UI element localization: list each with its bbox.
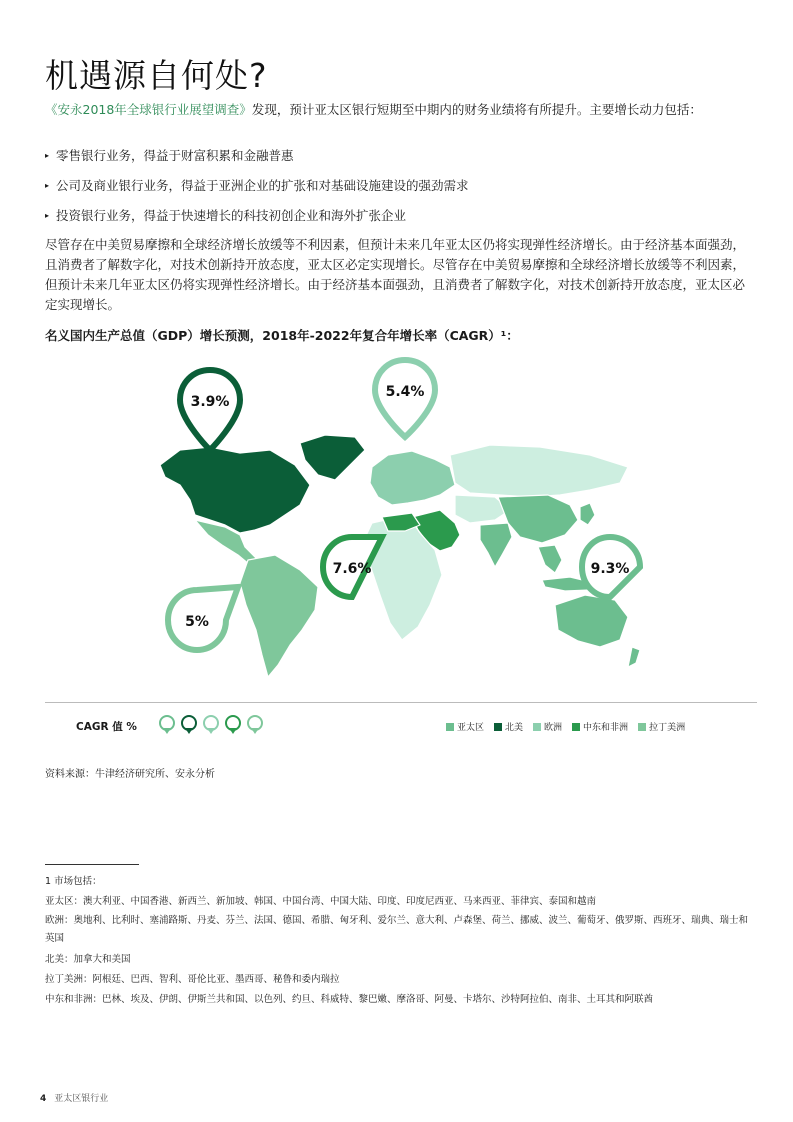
pin-icon <box>204 716 218 734</box>
list-item: ▸ 公司及商业银行业务，得益于亚洲企业的扩张和对基础设施建设的强劲需求 <box>45 178 469 193</box>
region-south-america <box>240 555 318 677</box>
page-number: 4 <box>40 1094 47 1104</box>
pin-icon <box>248 716 262 734</box>
source-note: 资料来源：牛津经济研究所、安永分析 <box>45 769 215 780</box>
world-map <box>150 355 650 695</box>
chart-legend <box>76 712 716 742</box>
region-australia <box>555 595 628 647</box>
page-title: 机遇源自何处? <box>45 56 268 95</box>
region-north-america <box>160 447 310 533</box>
legend-item: 亚太区 <box>446 720 484 733</box>
pin-asia-pacific <box>580 537 640 597</box>
page-footer <box>40 1091 108 1104</box>
pin-north-america <box>180 370 240 450</box>
footnote-rule <box>45 864 139 865</box>
survey-link[interactable]: 《安永2018年全球银行业展望调查》 <box>45 102 252 117</box>
region-japan-korea <box>580 503 595 525</box>
footnote-line: 北美：加拿大和美国 <box>45 954 131 965</box>
intro-paragraph <box>45 99 757 120</box>
region-new-zealand <box>628 647 640 667</box>
pin-latin-america <box>168 587 238 650</box>
legend-item: 中东和非洲 <box>572 720 628 733</box>
pin-icon <box>226 716 240 734</box>
footnote-line: 中东和非洲：巴林、埃及、伊朗、伊斯兰共和国、以色列、约旦、科威特、黎巴嫩、摩洛哥、阿曼、卡塔尔、沙特阿拉伯、南非、土耳其和阿联酋 <box>45 994 654 1005</box>
legend-item: 欧洲 <box>533 720 562 733</box>
swatch-icon <box>494 723 502 731</box>
legend-item: 拉丁美洲 <box>638 720 685 733</box>
pin-value-latin-america: 5% <box>185 614 209 630</box>
list-item: ▸ 投资银行业务，得益于快速增长的科技初创企业和海外扩张企业 <box>45 208 407 223</box>
region-southeast-asia <box>538 545 562 573</box>
footer-text: 亚太区银行业 <box>54 1094 109 1104</box>
intro-text: 发现，预计亚太区银行短期至中期内的财务业绩将有所提升。主要增长动力包括： <box>251 102 702 117</box>
pin-value-north-america: 3.9% <box>190 394 230 410</box>
pin-value-asia-pacific: 9.3% <box>590 561 630 577</box>
pin-value-middle-east-africa: 7.6% <box>332 561 372 577</box>
cagr-legend-label: CAGR 值 % <box>76 721 137 733</box>
chart-title: 名义国内生产总值（GDP）增长预测，2018年-2022年复合年增长率（CAGR）¹： <box>45 328 519 343</box>
legend-keys <box>446 720 685 733</box>
region-india <box>480 523 512 567</box>
bullet-marker-icon: ▸ <box>45 181 50 190</box>
pin-value-europe: 5.4% <box>385 384 425 400</box>
region-north-asia <box>450 445 628 497</box>
footnote-line: 1 市场包括： <box>45 876 102 887</box>
swatch-icon <box>572 723 580 731</box>
pin-icon <box>160 716 174 734</box>
bullet-marker-icon: ▸ <box>45 151 50 160</box>
swatch-icon <box>446 723 454 731</box>
pin-europe <box>375 360 435 437</box>
pin-icon <box>182 716 196 734</box>
footnotes <box>45 872 757 1010</box>
legend-item: 北美 <box>494 720 523 733</box>
region-europe <box>370 451 455 505</box>
growth-drivers-list <box>45 148 757 238</box>
footnote-line: 亚太区：澳大利亚、中国香港、新西兰、新加坡、韩国、中国台湾、中国大陆、印度、印度尼西亚、马来西亚、菲律宾、泰国和越南 <box>45 896 597 907</box>
divider <box>45 702 757 703</box>
bullet-marker-icon: ▸ <box>45 211 50 220</box>
footnote-line: 欧洲：奥地利、比利时、塞浦路斯、丹麦、芬兰、法国、德国、希腊、匈牙利、爱尔兰、意大利、卢森堡、荷兰、挪威、波兰、葡萄牙、俄罗斯、西班牙、瑞典、瑞士和英国 <box>45 915 749 944</box>
footnote-line: 拉丁美洲：阿根廷、巴西、智利、哥伦比亚、墨西哥、秘鲁和委内瑞拉 <box>45 974 340 985</box>
region-greenland <box>300 435 365 480</box>
swatch-icon <box>533 723 541 731</box>
body-paragraph: 尽管存在中美贸易摩擦和全球经济增长放缓等不利因素，但预计未来几年亚太区仍将实现弹性经济增长。由于经济基本面强劲，且消费者了解数字化，对技术创新持开放态度，亚太区必定实现增长。尽管存在中美贸易摩擦和全球经济增长放缓等不利因素，但预计未来几年亚太区仍将实现弹性经济增长。由于经济基本面强劲，且消费者了解数字化，对技术创新持开放态度，亚太区必定实现增长。 <box>45 237 746 312</box>
swatch-icon <box>638 723 646 731</box>
cagr-pin-icons <box>158 712 268 742</box>
list-item: ▸ 零售银行业务，得益于财富积累和金融普惠 <box>45 148 294 163</box>
